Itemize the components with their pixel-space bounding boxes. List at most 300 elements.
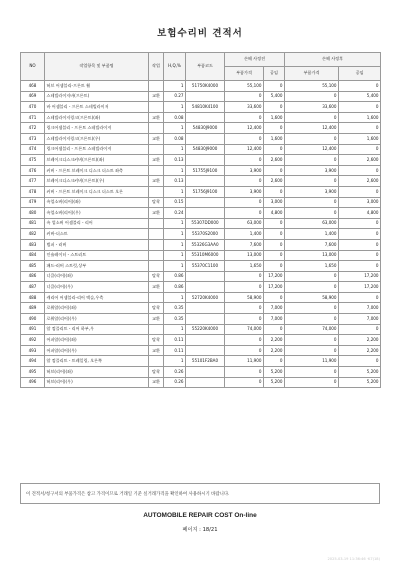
row-item-name: 암 컴플리트 - 트레일링, 오른쪽: [45, 356, 149, 367]
row-no: 484: [21, 250, 45, 261]
row-after-part-price: 0: [285, 155, 339, 166]
table-row: [21, 144, 381, 155]
row-after-labor: 5,200: [339, 377, 381, 388]
header-no: NO: [21, 53, 45, 81]
row-item-name: 인슐레이터 - 스트러트: [45, 250, 149, 261]
table-row: [21, 250, 381, 261]
row-before-part-price: 0: [225, 367, 264, 378]
row-after-labor: 0: [339, 218, 381, 229]
print-timestamp: 2025-03-19 11:36:46 ·K7(18): [327, 557, 380, 561]
header-part-code: 부품코드: [186, 53, 225, 81]
row-hours: 1: [164, 239, 186, 250]
row-hours: 1: [164, 186, 186, 197]
row-before-labor: 0: [264, 324, 285, 335]
row-after-part-price: 3,900: [285, 165, 339, 176]
row-after-labor: 0: [339, 229, 381, 240]
row-part-code: 54830J9000: [186, 123, 225, 134]
row-item-name: 브레이크디스크커버(프론트)(우): [45, 176, 149, 187]
table-row: [21, 367, 381, 378]
row-hours: 1: [164, 165, 186, 176]
row-before-part-price: 3,900: [225, 165, 264, 176]
row-no: 486: [21, 271, 45, 282]
row-after-labor: 1,600: [339, 112, 381, 123]
row-hours: 0.26: [164, 377, 186, 388]
table-row: [21, 314, 381, 325]
row-before-part-price: 1,650: [225, 261, 264, 272]
row-part-code: [186, 208, 225, 219]
row-hours: 0.11: [164, 335, 186, 346]
row-hours: 1: [164, 123, 186, 134]
row-work: [149, 229, 164, 240]
row-after-labor: 0: [339, 123, 381, 134]
row-hours: 1: [164, 292, 186, 303]
row-no: 496: [21, 377, 45, 388]
row-hours: 0.11: [164, 345, 186, 356]
row-after-part-price: 7,600: [285, 239, 339, 250]
row-part-code: 55326G3AA0: [186, 239, 225, 250]
header-hours: H,Q,%: [164, 53, 186, 81]
table-row: [21, 229, 381, 240]
header-after-part-price: 부품가격: [285, 67, 339, 81]
row-no: 469: [21, 91, 45, 102]
row-after-labor: 4,800: [339, 208, 381, 219]
row-part-code: [186, 155, 225, 166]
row-before-labor: 0: [264, 356, 285, 367]
row-no: 479: [21, 197, 45, 208]
row-item-name: 쇽업소버(리어)(좌): [45, 197, 149, 208]
row-before-part-price: 0: [225, 335, 264, 346]
row-after-labor: 0: [339, 144, 381, 155]
row-after-part-price: 0: [285, 345, 339, 356]
row-after-part-price: 0: [285, 367, 339, 378]
row-before-labor: 0: [264, 261, 285, 272]
row-after-part-price: 58,900: [285, 292, 339, 303]
row-no: 495: [21, 367, 45, 378]
row-hours: 0.08: [164, 133, 186, 144]
row-item-name: 범퍼 - 러버: [45, 239, 149, 250]
row-after-part-price: 13,000: [285, 250, 339, 261]
row-part-code: 54810K4100: [186, 102, 225, 113]
row-work: [149, 81, 164, 92]
row-hours: 1: [164, 356, 186, 367]
row-part-code: [186, 314, 225, 325]
row-no: 492: [21, 335, 45, 346]
row-work: 교환: [149, 91, 164, 102]
row-no: 494: [21, 356, 45, 367]
row-part-code: [186, 335, 225, 346]
row-after-labor: 17,200: [339, 282, 381, 293]
row-no: 491: [21, 324, 45, 335]
row-work: [149, 356, 164, 367]
row-hours: 1: [164, 250, 186, 261]
row-after-part-price: 1,650: [285, 261, 339, 272]
row-work: [149, 218, 164, 229]
header-work: 작업: [149, 53, 164, 81]
table-row: [21, 271, 381, 282]
row-before-part-price: 0: [225, 282, 264, 293]
row-after-labor: 1,600: [339, 133, 381, 144]
row-item-name: 허브(리어)(좌): [45, 367, 149, 378]
row-before-part-price: 13,000: [225, 250, 264, 261]
header-work-item: 작업항목 및 부품명: [45, 53, 149, 81]
row-work: [149, 292, 164, 303]
row-before-part-price: 12,400: [225, 144, 264, 155]
table-row: [21, 176, 381, 187]
row-before-labor: 7,000: [264, 303, 285, 314]
table-row: [21, 218, 381, 229]
row-hours: 0.13: [164, 176, 186, 187]
row-no: 489: [21, 303, 45, 314]
row-hours: 1: [164, 229, 186, 240]
row-no: 487: [21, 282, 45, 293]
page-number: 페이지 : 18/21: [182, 527, 218, 533]
row-work: 교환: [149, 282, 164, 293]
row-work: 교환: [149, 208, 164, 219]
row-part-code: [186, 112, 225, 123]
row-before-labor: 5,200: [264, 367, 285, 378]
row-before-labor: 0: [264, 218, 285, 229]
row-after-part-price: 63,000: [285, 218, 339, 229]
row-before-labor: 0: [264, 186, 285, 197]
row-work: 교환: [149, 345, 164, 356]
row-no: 485: [21, 261, 45, 272]
row-work: [149, 165, 164, 176]
row-no: 470: [21, 102, 45, 113]
row-work: 교환: [149, 314, 164, 325]
row-no: 468: [21, 81, 45, 92]
row-after-labor: 0: [339, 324, 381, 335]
row-no: 477: [21, 176, 45, 187]
row-part-code: [186, 377, 225, 388]
row-after-labor: 0: [339, 186, 381, 197]
row-after-labor: 0: [339, 165, 381, 176]
row-before-labor: 1,600: [264, 112, 285, 123]
row-before-labor: 1,600: [264, 133, 285, 144]
row-after-part-price: 1,400: [285, 229, 339, 240]
row-before-part-price: 0: [225, 133, 264, 144]
table-row: [21, 303, 381, 314]
row-part-code: 55101F2BA0: [186, 356, 225, 367]
row-item-name: 허브 어셈블리-프론트 휠: [45, 81, 149, 92]
row-hours: 1: [164, 218, 186, 229]
row-before-labor: 0: [264, 81, 285, 92]
row-hours: 0.27: [164, 91, 186, 102]
row-before-labor: 2,200: [264, 335, 285, 346]
row-before-part-price: 0: [225, 345, 264, 356]
row-before-part-price: 0: [225, 314, 264, 325]
row-before-labor: 2,600: [264, 155, 285, 166]
row-work: 교환: [149, 133, 164, 144]
row-item-name: 커버-더스트: [45, 229, 149, 240]
table-row: [21, 102, 381, 113]
row-work: [149, 239, 164, 250]
row-no: 482: [21, 229, 45, 240]
row-after-part-price: 0: [285, 176, 339, 187]
row-item-name: 캐리어 어셈블리-리어 액슬,우측: [45, 292, 149, 303]
row-before-part-price: 0: [225, 208, 264, 219]
row-after-part-price: 0: [285, 91, 339, 102]
row-after-part-price: 0: [285, 303, 339, 314]
row-after-part-price: 11,900: [285, 356, 339, 367]
row-part-code: [186, 303, 225, 314]
row-after-labor: 0: [339, 239, 381, 250]
row-before-part-price: 0: [225, 91, 264, 102]
row-before-labor: 5,400: [264, 91, 285, 102]
row-hours: 0.13: [164, 155, 186, 166]
table-row: [21, 197, 381, 208]
row-after-part-price: 0: [285, 335, 339, 346]
row-work: [149, 261, 164, 272]
row-work: [149, 186, 164, 197]
row-after-labor: 2,200: [339, 335, 381, 346]
row-hours: 0.26: [164, 367, 186, 378]
row-before-part-price: 0: [225, 197, 264, 208]
row-after-labor: 5,400: [339, 91, 381, 102]
table-row: [21, 165, 381, 176]
row-item-name: 스테빌라이저링크(프론트)(우): [45, 133, 149, 144]
row-no: 483: [21, 239, 45, 250]
table-row: [21, 335, 381, 346]
row-before-part-price: 0: [225, 377, 264, 388]
row-item-name: 링크어셈블리 - 프론트 스테빌라이져: [45, 123, 149, 134]
row-after-part-price: 0: [285, 377, 339, 388]
row-before-part-price: 58,900: [225, 292, 264, 303]
row-before-labor: 7,000: [264, 314, 285, 325]
row-after-part-price: 0: [285, 282, 339, 293]
row-before-labor: 17,200: [264, 271, 285, 282]
row-after-labor: 0: [339, 81, 381, 92]
row-work: 교환: [149, 176, 164, 187]
table-row: [21, 292, 381, 303]
row-hours: 0.86: [164, 271, 186, 282]
row-item-name: 로워암(리어)(좌): [45, 303, 149, 314]
row-part-code: [186, 176, 225, 187]
row-part-code: 52720K4000: [186, 292, 225, 303]
row-part-code: [186, 197, 225, 208]
row-before-part-price: 0: [225, 176, 264, 187]
row-work: 탈착: [149, 197, 164, 208]
row-hours: 0.86: [164, 282, 186, 293]
row-before-part-price: 74,000: [225, 324, 264, 335]
row-after-part-price: 0: [285, 314, 339, 325]
row-after-labor: 2,600: [339, 155, 381, 166]
row-part-code: [186, 367, 225, 378]
row-item-name: 커버 - 프론트 브레이크 디스크 더스트 좌측: [45, 165, 149, 176]
row-after-part-price: 33,600: [285, 102, 339, 113]
row-no: 472: [21, 123, 45, 134]
row-part-code: [186, 271, 225, 282]
row-item-name: 링크어셈블리 - 프론트 스테빌라이져: [45, 144, 149, 155]
row-hours: 1: [164, 324, 186, 335]
row-item-name: 쇽 업소버 어셈블리 - 리어: [45, 218, 149, 229]
row-before-part-price: 0: [225, 303, 264, 314]
row-before-labor: 0: [264, 102, 285, 113]
row-hours: 0.15: [164, 197, 186, 208]
row-item-name: 어퍼암(리어)(우): [45, 345, 149, 356]
table-row: [21, 123, 381, 134]
header-before-assessment: 손해 사정전: [225, 53, 285, 67]
row-item-name: 패드-러버 스트럿,상부: [45, 261, 149, 272]
row-before-labor: 0: [264, 123, 285, 134]
row-after-part-price: 55,100: [285, 81, 339, 92]
row-no: 480: [21, 208, 45, 219]
row-after-labor: 5,200: [339, 367, 381, 378]
row-before-labor: 3,000: [264, 197, 285, 208]
row-work: 탈착: [149, 271, 164, 282]
row-work: 탈착: [149, 335, 164, 346]
row-work: 탈착: [149, 303, 164, 314]
row-item-name: 암 컴플리트 - 리어 하부,우: [45, 324, 149, 335]
row-part-code: 55370S2000: [186, 229, 225, 240]
row-part-code: [186, 91, 225, 102]
table-row: [21, 155, 381, 166]
row-before-labor: 0: [264, 292, 285, 303]
brand-footer: AUTOMOBILE REPAIR COST On-line: [143, 512, 257, 519]
row-before-labor: 0: [264, 229, 285, 240]
row-before-labor: 17,200: [264, 282, 285, 293]
row-before-part-price: 0: [225, 271, 264, 282]
row-after-part-price: 12,400: [285, 144, 339, 155]
row-no: 493: [21, 345, 45, 356]
row-no: 475: [21, 155, 45, 166]
row-before-part-price: 3,900: [225, 186, 264, 197]
table-row: [21, 377, 381, 388]
table-row: [21, 324, 381, 335]
row-hours: 0.24: [164, 208, 186, 219]
row-before-part-price: 63,000: [225, 218, 264, 229]
row-hours: 0.08: [164, 112, 186, 123]
header-before-labor: 공임: [264, 67, 285, 81]
row-before-part-price: 12,400: [225, 123, 264, 134]
table-row: [21, 282, 381, 293]
row-before-part-price: 1,400: [225, 229, 264, 240]
row-after-labor: 2,200: [339, 345, 381, 356]
row-item-name: 브레이크디스크커버(프론트)(좌): [45, 155, 149, 166]
row-before-part-price: 0: [225, 112, 264, 123]
row-item-name: 커버 - 프론트 브레이크 디스크 더스트 오른: [45, 186, 149, 197]
row-work: 교환: [149, 155, 164, 166]
row-part-code: 55310M6000: [186, 250, 225, 261]
row-work: [149, 102, 164, 113]
row-item-name: 스테빌라이저링크(프론트)(좌): [45, 112, 149, 123]
row-hours: 1: [164, 102, 186, 113]
row-before-labor: 0: [264, 144, 285, 155]
row-no: 473: [21, 133, 45, 144]
row-after-part-price: 0: [285, 271, 339, 282]
estimate-table: [20, 52, 381, 388]
row-no: 488: [21, 292, 45, 303]
row-before-labor: 4,800: [264, 208, 285, 219]
row-after-labor: 7,000: [339, 303, 381, 314]
row-no: 481: [21, 218, 45, 229]
row-hours: 1: [164, 261, 186, 272]
row-after-labor: 2,600: [339, 176, 381, 187]
row-hours: 1: [164, 144, 186, 155]
row-after-labor: 0: [339, 102, 381, 113]
row-after-labor: 0: [339, 292, 381, 303]
row-part-code: [186, 345, 225, 356]
row-after-labor: 7,000: [339, 314, 381, 325]
row-item-name: 허브(리어)(우): [45, 377, 149, 388]
row-before-part-price: 55,100: [225, 81, 264, 92]
row-no: 476: [21, 165, 45, 176]
table-row: [21, 186, 381, 197]
row-after-labor: 3,000: [339, 197, 381, 208]
table-row: [21, 345, 381, 356]
row-part-code: 54830J9000: [186, 144, 225, 155]
table-row: [21, 91, 381, 102]
table-row: [21, 356, 381, 367]
row-item-name: 바 어셈블리 - 프론트 스테빌라이저: [45, 102, 149, 113]
row-before-labor: 5,200: [264, 377, 285, 388]
row-part-code: [186, 282, 225, 293]
row-item-name: 어퍼암(리어)(좌): [45, 335, 149, 346]
row-before-part-price: 0: [225, 155, 264, 166]
row-after-labor: 0: [339, 250, 381, 261]
row-no: 490: [21, 314, 45, 325]
row-part-code: 55220K4000: [186, 324, 225, 335]
row-part-code: 51756J9100: [186, 186, 225, 197]
table-row: [21, 81, 381, 92]
row-after-part-price: 3,900: [285, 186, 339, 197]
row-work: [149, 250, 164, 261]
row-after-part-price: 74,000: [285, 324, 339, 335]
table-row: [21, 261, 381, 272]
row-before-part-price: 7,600: [225, 239, 264, 250]
row-work: 교환: [149, 377, 164, 388]
table-row: [21, 112, 381, 123]
row-before-part-price: 33,600: [225, 102, 264, 113]
document-title: 보험수리비 견적서: [157, 28, 243, 39]
row-after-part-price: 0: [285, 133, 339, 144]
header-before-part-price: 부품가격: [225, 67, 264, 81]
row-hours: 0.35: [164, 314, 186, 325]
row-hours: 0.35: [164, 303, 186, 314]
table-row: [21, 133, 381, 144]
row-before-labor: 0: [264, 250, 285, 261]
row-item-name: 로워암(리어)(우): [45, 314, 149, 325]
table-row: [21, 208, 381, 219]
row-after-part-price: 0: [285, 208, 339, 219]
row-no: 478: [21, 186, 45, 197]
row-before-labor: 0: [264, 239, 285, 250]
row-item-name: 쇽업소버(리어)(우): [45, 208, 149, 219]
row-work: [149, 144, 164, 155]
row-hours: 1: [164, 81, 186, 92]
row-before-labor: 0: [264, 165, 285, 176]
row-item-name: 너클(리어)(좌): [45, 271, 149, 282]
row-after-part-price: 12,400: [285, 123, 339, 134]
header-after-labor: 공임: [339, 67, 381, 81]
row-before-labor: 2,600: [264, 176, 285, 187]
row-part-code: 55307DD000: [186, 218, 225, 229]
row-item-name: 너클(리어)(우): [45, 282, 149, 293]
row-no: 474: [21, 144, 45, 155]
row-work: 교환: [149, 112, 164, 123]
row-part-code: 55370C1100: [186, 261, 225, 272]
row-after-labor: 0: [339, 261, 381, 272]
row-part-code: 51750K4000: [186, 81, 225, 92]
row-no: 471: [21, 112, 45, 123]
estimate-rows: [21, 81, 381, 388]
row-work: [149, 123, 164, 134]
price-notice: 이 견적서/청구서의 부품가격은 참고 가격이므로 거래일 기준 실거래가격을 확인하여 사용하시기 바랍니다.: [20, 483, 380, 504]
row-work: [149, 324, 164, 335]
row-after-part-price: 0: [285, 112, 339, 123]
row-after-labor: 0: [339, 356, 381, 367]
row-before-labor: 2,200: [264, 345, 285, 356]
row-before-part-price: 11,900: [225, 356, 264, 367]
